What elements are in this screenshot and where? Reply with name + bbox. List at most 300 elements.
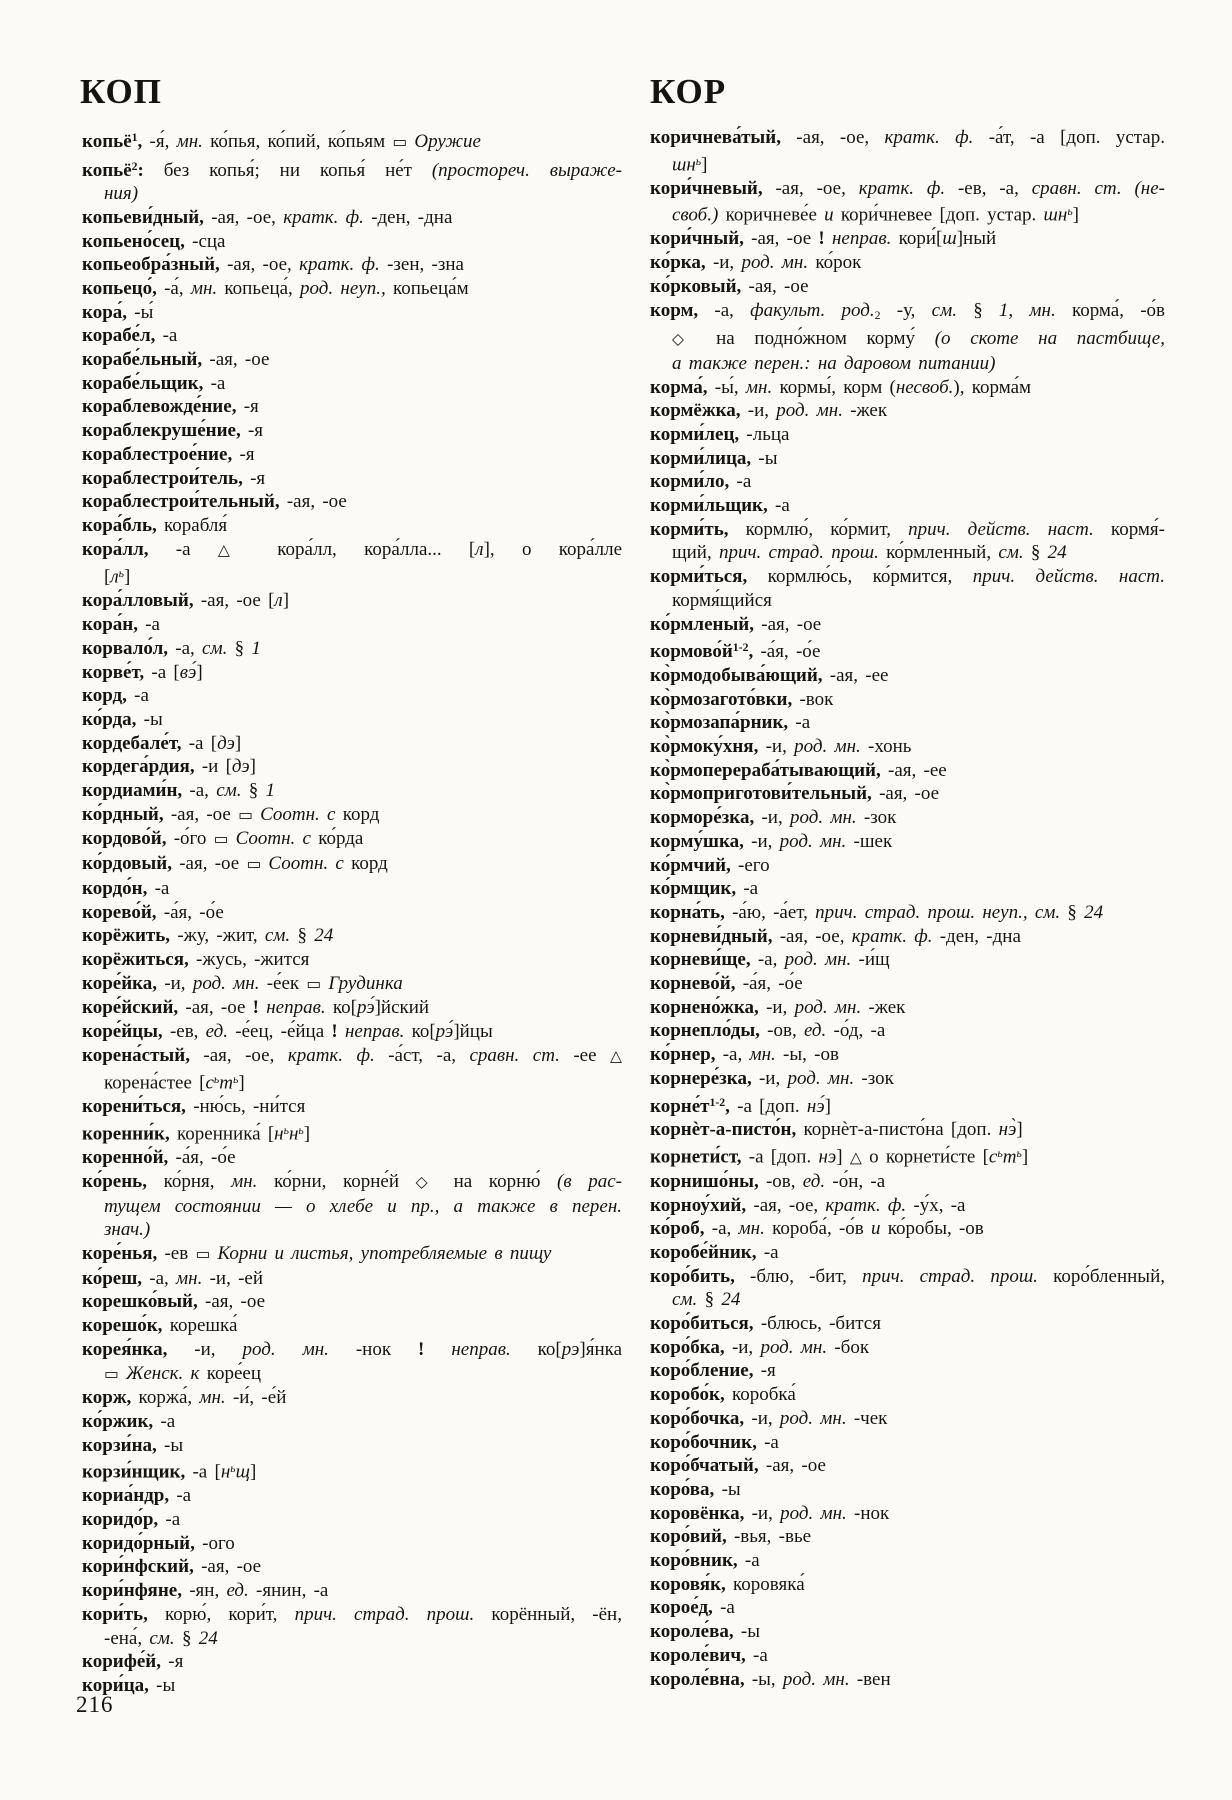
text-segment: -у, — [880, 299, 932, 321]
text-segment: -зок — [856, 807, 897, 829]
text-segment: ш — [942, 228, 957, 250]
entry-line — [650, 1019, 1165, 1043]
headword-text: , — [725, 1095, 730, 1117]
dictionary-entry — [650, 251, 1165, 275]
entry-line — [650, 177, 1165, 201]
text-segment: -а [доп. — [741, 1146, 819, 1168]
text-segment: род. мн. — [787, 1067, 855, 1089]
headword-text: корнепло́ды, — [650, 1020, 760, 1042]
text-segment: -и, — [743, 830, 780, 852]
text-segment: -ая, -ое — [178, 997, 253, 1019]
text-segment: без копья́; ни копья́ не́т — [143, 159, 432, 181]
headword-text: коренни́к, — [82, 1123, 170, 1145]
text-segment: -о́го — [166, 828, 214, 850]
entry-line — [82, 1044, 622, 1069]
dictionary-entry — [650, 1431, 1165, 1455]
text-segment: -ая, -ее — [822, 664, 889, 686]
text-segment: род. мн. — [794, 996, 862, 1018]
headword-text: коро́бление, — [650, 1360, 754, 1382]
text-segment: -ден, -дна — [932, 925, 1021, 947]
dictionary-entry — [82, 1095, 622, 1119]
text-segment: 1 — [251, 637, 261, 659]
text-segment: род. мн. — [760, 1336, 828, 1358]
text-segment: -и́, -е́й — [225, 1387, 287, 1409]
text-segment: корешка́ — [162, 1315, 238, 1337]
text-segment: § — [1023, 542, 1048, 564]
entry-line — [82, 182, 622, 206]
text-segment: -ая, -ое — [193, 1556, 262, 1578]
dictionary-entry — [82, 1434, 622, 1458]
headword-text: короле́вич, — [650, 1644, 746, 1666]
text-segment: -у́х, -а — [906, 1194, 966, 1216]
dictionary-entry — [82, 948, 622, 972]
text-segment: ко́рмленный, — [878, 542, 999, 564]
dictionary-entry — [650, 275, 1165, 299]
dictionary-entry — [82, 1044, 622, 1096]
text-segment: род. мн. — [242, 1338, 329, 1360]
headword-text: корми́ться, — [650, 566, 748, 588]
text-segment: копьеца́, — [217, 277, 301, 299]
entry-line — [650, 518, 1165, 542]
text-segment: -ы — [733, 1621, 760, 1643]
entry-line — [650, 664, 1165, 688]
dictionary-entry — [650, 1573, 1165, 1597]
text-segment: -вок — [792, 688, 834, 710]
headword-text: коро́биться, — [650, 1313, 754, 1335]
entry-line — [82, 1650, 622, 1674]
entry-line — [82, 348, 622, 372]
text-segment: -ее — [559, 1044, 611, 1066]
text-segment: -льца — [739, 423, 790, 445]
text-segment: тущем состоянии — о хлебе и пр., а также в перен. — [104, 1195, 622, 1217]
entry-line — [650, 1502, 1165, 1526]
text-segment: -а, — [698, 299, 751, 321]
dictionary-entry — [82, 1674, 622, 1698]
dictionary-entry — [650, 1091, 1165, 1119]
text-segment: н — [220, 1461, 231, 1483]
text-segment: -я — [242, 467, 266, 489]
text-segment: (о скоте на пастбище, — [934, 328, 1165, 350]
text-segment: -я — [161, 1651, 184, 1673]
dictionary-entry — [82, 589, 622, 613]
dictionary-entry — [650, 1359, 1165, 1383]
entry-line — [82, 206, 622, 230]
text-segment: неправ. — [266, 997, 326, 1019]
text-segment: -а, — [142, 1267, 177, 1289]
symbol-icon: ▭ — [306, 974, 322, 993]
text-segment: -и, — [754, 807, 790, 829]
text-segment: т — [1002, 1146, 1017, 1168]
text-segment: ко́рни, корне́й — [257, 1170, 416, 1192]
dictionary-entry — [82, 779, 622, 803]
entry-line — [650, 1359, 1165, 1383]
text-segment: -а́т, -а [доп. устар. — [973, 127, 1165, 148]
headword-text: ко̀рмоприготови́тельный, — [650, 783, 872, 805]
headword-text: кори́чневый, — [650, 177, 763, 199]
headword-text: корневи́ще, — [650, 949, 751, 971]
entry-line — [650, 376, 1165, 400]
text-segment: кормя́щийся — [672, 589, 772, 611]
text-segment: -бок — [827, 1336, 870, 1358]
dictionary-entry — [82, 155, 622, 206]
text-segment: ь — [233, 1073, 239, 1087]
dictionary-entry — [650, 1407, 1165, 1431]
text-segment: мн. — [745, 376, 773, 398]
dictionary-entry — [82, 996, 622, 1020]
headword-text: коричнева́тый, — [650, 127, 781, 148]
text-segment: -ая, -ое, — [219, 254, 300, 276]
dictionary-entry — [650, 1043, 1165, 1067]
headword-text: ко́рмленый, — [650, 613, 754, 635]
text-segment: мн. — [176, 130, 203, 152]
dictionary-entry — [650, 1383, 1165, 1407]
text-segment: ]йцы — [453, 1021, 493, 1043]
dictionary-entry — [82, 1603, 622, 1650]
headword-text: короле́ва, — [650, 1621, 734, 1643]
text-segment: -сца — [184, 230, 226, 252]
entry-line — [650, 1336, 1165, 1360]
text-segment: 24 — [198, 1627, 218, 1649]
text-segment: -а — [148, 538, 218, 560]
text-segment: знач.) — [104, 1219, 151, 1241]
text-segment: Соотн. с — [268, 853, 344, 875]
text-segment: -а [ — [144, 661, 180, 683]
headword-text: кориа́ндр, — [82, 1485, 170, 1507]
text-segment: -чек — [846, 1407, 888, 1429]
dictionary-entry — [82, 443, 622, 467]
entry-line — [650, 1265, 1165, 1289]
text-segment: -а — [712, 1597, 735, 1619]
dictionary-entry — [650, 996, 1165, 1020]
text-segment: -ая, -ое, — [203, 206, 284, 228]
page-number: 216 — [76, 1692, 114, 1717]
headword-text: корж, — [82, 1387, 132, 1409]
text-segment: о корнети́сте [ — [861, 1146, 989, 1168]
text-segment: род. мн. — [779, 830, 847, 852]
text-segment: и — [824, 204, 834, 226]
text-segment: -а́я, -о́е — [156, 901, 224, 923]
text-segment: ко[ — [325, 997, 357, 1019]
text-segment: ] — [824, 1095, 831, 1117]
text-segment: § — [697, 1289, 722, 1311]
text-segment: кратк. ф. — [825, 1194, 907, 1216]
text-segment: т — [219, 1072, 234, 1094]
dictionary-entry — [650, 1596, 1165, 1620]
symbol-icon: ▭ — [104, 1364, 119, 1383]
text-segment: 1-2 — [732, 641, 749, 655]
entry-line — [82, 1314, 622, 1338]
text-segment: рэ — [561, 1338, 580, 1360]
headword-text: коробе́йник, — [650, 1241, 757, 1263]
text-segment: -и, — [744, 1502, 781, 1524]
dictionary-entry — [650, 735, 1165, 759]
entry-line — [650, 1142, 1165, 1170]
dictionary-entry — [650, 1502, 1165, 1526]
text-segment: л — [110, 566, 119, 588]
text-segment: -жу, -жит, — [170, 925, 265, 947]
text-segment: -я — [753, 1360, 776, 1382]
text-segment: кормлю́сь, ко́рмится, — [747, 566, 973, 588]
entry-line — [82, 996, 622, 1020]
entry-line — [650, 589, 1165, 613]
entry-line — [650, 1241, 1165, 1265]
text-segment: ], о кора́лле — [483, 538, 623, 560]
text-segment: -а — [203, 372, 226, 394]
headword-text: ! — [331, 1021, 338, 1043]
text-segment: -ы — [156, 1434, 184, 1456]
dictionary-entry — [82, 924, 622, 948]
dictionary-entry — [82, 348, 622, 372]
text-segment: род. мн. — [794, 735, 861, 757]
text-segment: -ая, -ое — [741, 275, 809, 297]
entry-line — [82, 1242, 622, 1267]
text-segment: -ов, — [758, 1170, 803, 1192]
text-segment: -а, — [715, 1044, 750, 1066]
headword-text: коро́бочник, — [650, 1431, 757, 1453]
entry-line — [650, 1043, 1165, 1067]
text-segment: -а — [745, 1644, 768, 1666]
dictionary-entry — [650, 447, 1165, 471]
entry-line — [650, 901, 1165, 925]
entry-line — [82, 1218, 622, 1242]
headword-text: ко́рда, — [82, 708, 137, 730]
headword-text: кораблевожде́ние, — [82, 396, 237, 418]
entry-line — [82, 1410, 622, 1434]
text-segment: -ая, -ое, — [772, 925, 852, 947]
symbol-icon: ▭ — [246, 855, 262, 874]
headword-text: кордега́рдия, — [82, 756, 195, 778]
text-segment: -ая, -ое, — [762, 177, 859, 199]
text-segment: [ — [104, 566, 111, 588]
text-segment: неправ. — [344, 1021, 405, 1043]
dictionary-entry — [650, 1265, 1165, 1312]
text-segment: -а — [153, 1410, 176, 1432]
entry-line — [650, 470, 1165, 494]
entry-line — [82, 755, 622, 779]
text-segment — [825, 228, 832, 249]
entry-line — [650, 251, 1165, 275]
text-segment: -а — [137, 614, 160, 636]
text-segment: -жек — [842, 400, 888, 422]
headword-text: коровёнка, — [650, 1502, 745, 1524]
headword-text: кораблекруше́ние, — [82, 420, 241, 442]
text-segment: кормы́, корм ( — [772, 376, 896, 398]
text-segment: ь — [213, 1073, 220, 1087]
entry-line — [650, 1573, 1165, 1597]
dictionary-entry — [650, 1312, 1165, 1336]
text-segment: -а — [788, 712, 811, 734]
headword-text: корвало́л, — [82, 637, 169, 659]
text-segment: л — [274, 590, 283, 612]
text-segment: щий, — [672, 542, 719, 564]
text-segment: -а, — [182, 780, 217, 802]
headword-text: корёжиться, — [82, 948, 189, 970]
entry-line — [82, 589, 622, 613]
entry-line — [82, 1068, 622, 1095]
text-segment: -ден, -дна — [363, 206, 453, 228]
headword-text: ко́ржик, — [82, 1410, 154, 1432]
headword-text: короле́вна, — [650, 1668, 745, 1690]
headword-text: корифе́й, — [82, 1651, 161, 1673]
headword-text: ко́рковый, — [650, 275, 742, 297]
text-segment: -шек — [846, 830, 893, 852]
guide-word-left: КОП — [80, 72, 162, 111]
entry-line — [82, 1457, 622, 1484]
entry-line — [82, 948, 622, 972]
dictionary-entry — [650, 806, 1165, 830]
dictionary-entry — [82, 372, 622, 396]
text-segment: Корни и листья, употребляемые в пищу — [217, 1242, 552, 1264]
text-segment: ] — [1021, 1146, 1029, 1168]
text-segment: ь — [230, 1462, 236, 1476]
text-segment: ед. — [205, 1021, 228, 1043]
headword-text: корнѐт-а-писто́н, — [650, 1119, 797, 1141]
text-segment: рэ́ — [435, 1021, 454, 1043]
text-segment: -ы́ — [127, 301, 154, 323]
text-segment: -ая, -ое — [163, 803, 239, 825]
text-segment: -блю, -бит, — [734, 1265, 863, 1287]
text-segment: § — [174, 1627, 199, 1649]
dictionary-entry — [82, 1579, 622, 1603]
headword-text: корзи́на, — [82, 1434, 157, 1456]
headword-text: ко́роб, — [650, 1218, 705, 1240]
text-segment: ко́рня, — [146, 1170, 232, 1192]
text-segment: -ая, -ое — [758, 1455, 826, 1477]
text-segment: -ая, -ое — [279, 491, 347, 513]
text-segment: ко́робы, -ов — [880, 1218, 984, 1240]
text-segment: -а, — [168, 637, 203, 659]
entry-line — [650, 1217, 1165, 1241]
text-segment: -его — [730, 854, 770, 876]
dictionary-entry — [650, 901, 1165, 925]
entry-line — [650, 541, 1165, 565]
text-segment: род. мн. — [741, 252, 809, 274]
text-segment: -ы, — [744, 1668, 783, 1690]
dictionary-entry — [650, 688, 1165, 712]
text-segment: шн — [672, 154, 696, 175]
text-segment: коре́ец — [199, 1362, 262, 1384]
headword-text: кори́ца, — [82, 1674, 149, 1696]
text-segment — [228, 828, 235, 849]
entry-line — [82, 661, 622, 685]
text-segment: Женск. к — [125, 1362, 200, 1384]
text-segment: на подно́жном корму́ — [696, 328, 935, 350]
text-segment: коробка́ — [724, 1384, 796, 1406]
text-segment: коржа́, — [131, 1387, 200, 1409]
entry-line — [650, 399, 1165, 423]
text-segment: § — [227, 637, 252, 659]
text-segment: на корню́ — [436, 1170, 558, 1192]
dictionary-entry — [82, 1119, 622, 1146]
text-segment: кори́чневее [доп. устар. — [833, 204, 1044, 226]
headword-text: коро́бчатый, — [650, 1455, 759, 1477]
dictionary-entry — [82, 538, 622, 590]
entry-line — [650, 806, 1165, 830]
text-segment: копьеца́м — [385, 277, 469, 299]
dictionary-entry — [650, 1336, 1165, 1360]
text-segment: коро́бленный, — [1037, 1265, 1165, 1287]
dictionary-entry — [82, 324, 622, 348]
headword-text: ко́рдовый, — [82, 853, 172, 875]
symbol-icon: ◇ — [415, 1172, 437, 1191]
dictionary-entry — [650, 925, 1165, 949]
text-segment: ] — [701, 154, 708, 175]
headword-text: ко̀рмозагото́вки, — [650, 688, 793, 710]
dictionary-entry — [82, 1410, 622, 1434]
headword-text: корне́т — [650, 1095, 710, 1117]
text-segment: щ — [235, 1461, 250, 1483]
dictionary-entry — [82, 126, 622, 155]
text-segment: ко[ — [404, 1021, 436, 1043]
text-segment: -ая, -ое [ — [193, 590, 275, 612]
headword-text: кордово́й, — [82, 828, 167, 850]
text-segment: -ая, -ое, — [780, 127, 885, 148]
headword-text: корнево́й, — [650, 973, 736, 995]
text-segment: -а [ — [185, 1461, 221, 1483]
entry-line — [82, 126, 622, 155]
entry-line — [650, 688, 1165, 712]
text-segment: -а — [767, 495, 790, 517]
headword-text: коро́бочка, — [650, 1407, 745, 1429]
text-segment: коровяка́ — [725, 1573, 805, 1595]
text-segment: (простореч. выраже- — [431, 159, 622, 181]
entry-line — [650, 1478, 1165, 1502]
text-segment: 24 — [314, 925, 334, 947]
text-segment: корма́, -о́в — [1055, 299, 1166, 321]
entry-line — [650, 1067, 1165, 1091]
text-segment: род. мн. — [779, 1407, 847, 1429]
headword-text: кора́лловый, — [82, 590, 194, 612]
entry-line — [82, 708, 622, 732]
entry-line — [82, 1579, 622, 1603]
entry-line — [650, 1118, 1165, 1142]
headword-text: ко́рка, — [650, 252, 706, 274]
headword-text: корени́ться, — [82, 1096, 186, 1118]
entry-line — [650, 782, 1165, 806]
dictionary-entry — [82, 708, 622, 732]
headword-text: : — [137, 159, 144, 181]
text-segment: дэ — [231, 756, 250, 778]
entry-line — [82, 684, 622, 708]
text-segment: кратк. ф. — [287, 1044, 375, 1066]
text-segment: род. мн. — [776, 400, 843, 422]
dictionary-entry — [650, 494, 1165, 518]
dictionary-entry — [650, 1668, 1165, 1692]
entry-line — [650, 735, 1165, 759]
text-segment: род. мн. — [782, 1668, 850, 1690]
text-segment: ь — [695, 154, 702, 168]
entry-line — [82, 1146, 622, 1170]
text-segment: мн. — [176, 1267, 203, 1289]
entry-line — [650, 613, 1165, 637]
entry-line — [82, 1674, 622, 1698]
entry-line — [650, 200, 1165, 227]
text-segment: см. — [1034, 901, 1061, 923]
headword-text: корёжить, — [82, 925, 171, 947]
text-segment: -ы, -ов — [775, 1044, 839, 1066]
entry-line — [82, 372, 622, 396]
headword-text: коро́вник, — [650, 1550, 738, 1572]
entry-line — [82, 419, 622, 443]
dictionary-entry — [650, 1620, 1165, 1644]
text-segment — [119, 1363, 126, 1384]
entry-line — [82, 1532, 622, 1556]
text-segment: кратк. ф. — [858, 177, 946, 199]
text-segment: -а́я, -о́е — [753, 641, 821, 663]
text-segment: ь — [283, 1124, 289, 1138]
text-segment: род. мн. — [784, 949, 852, 971]
dictionary-entry — [650, 1118, 1165, 1142]
